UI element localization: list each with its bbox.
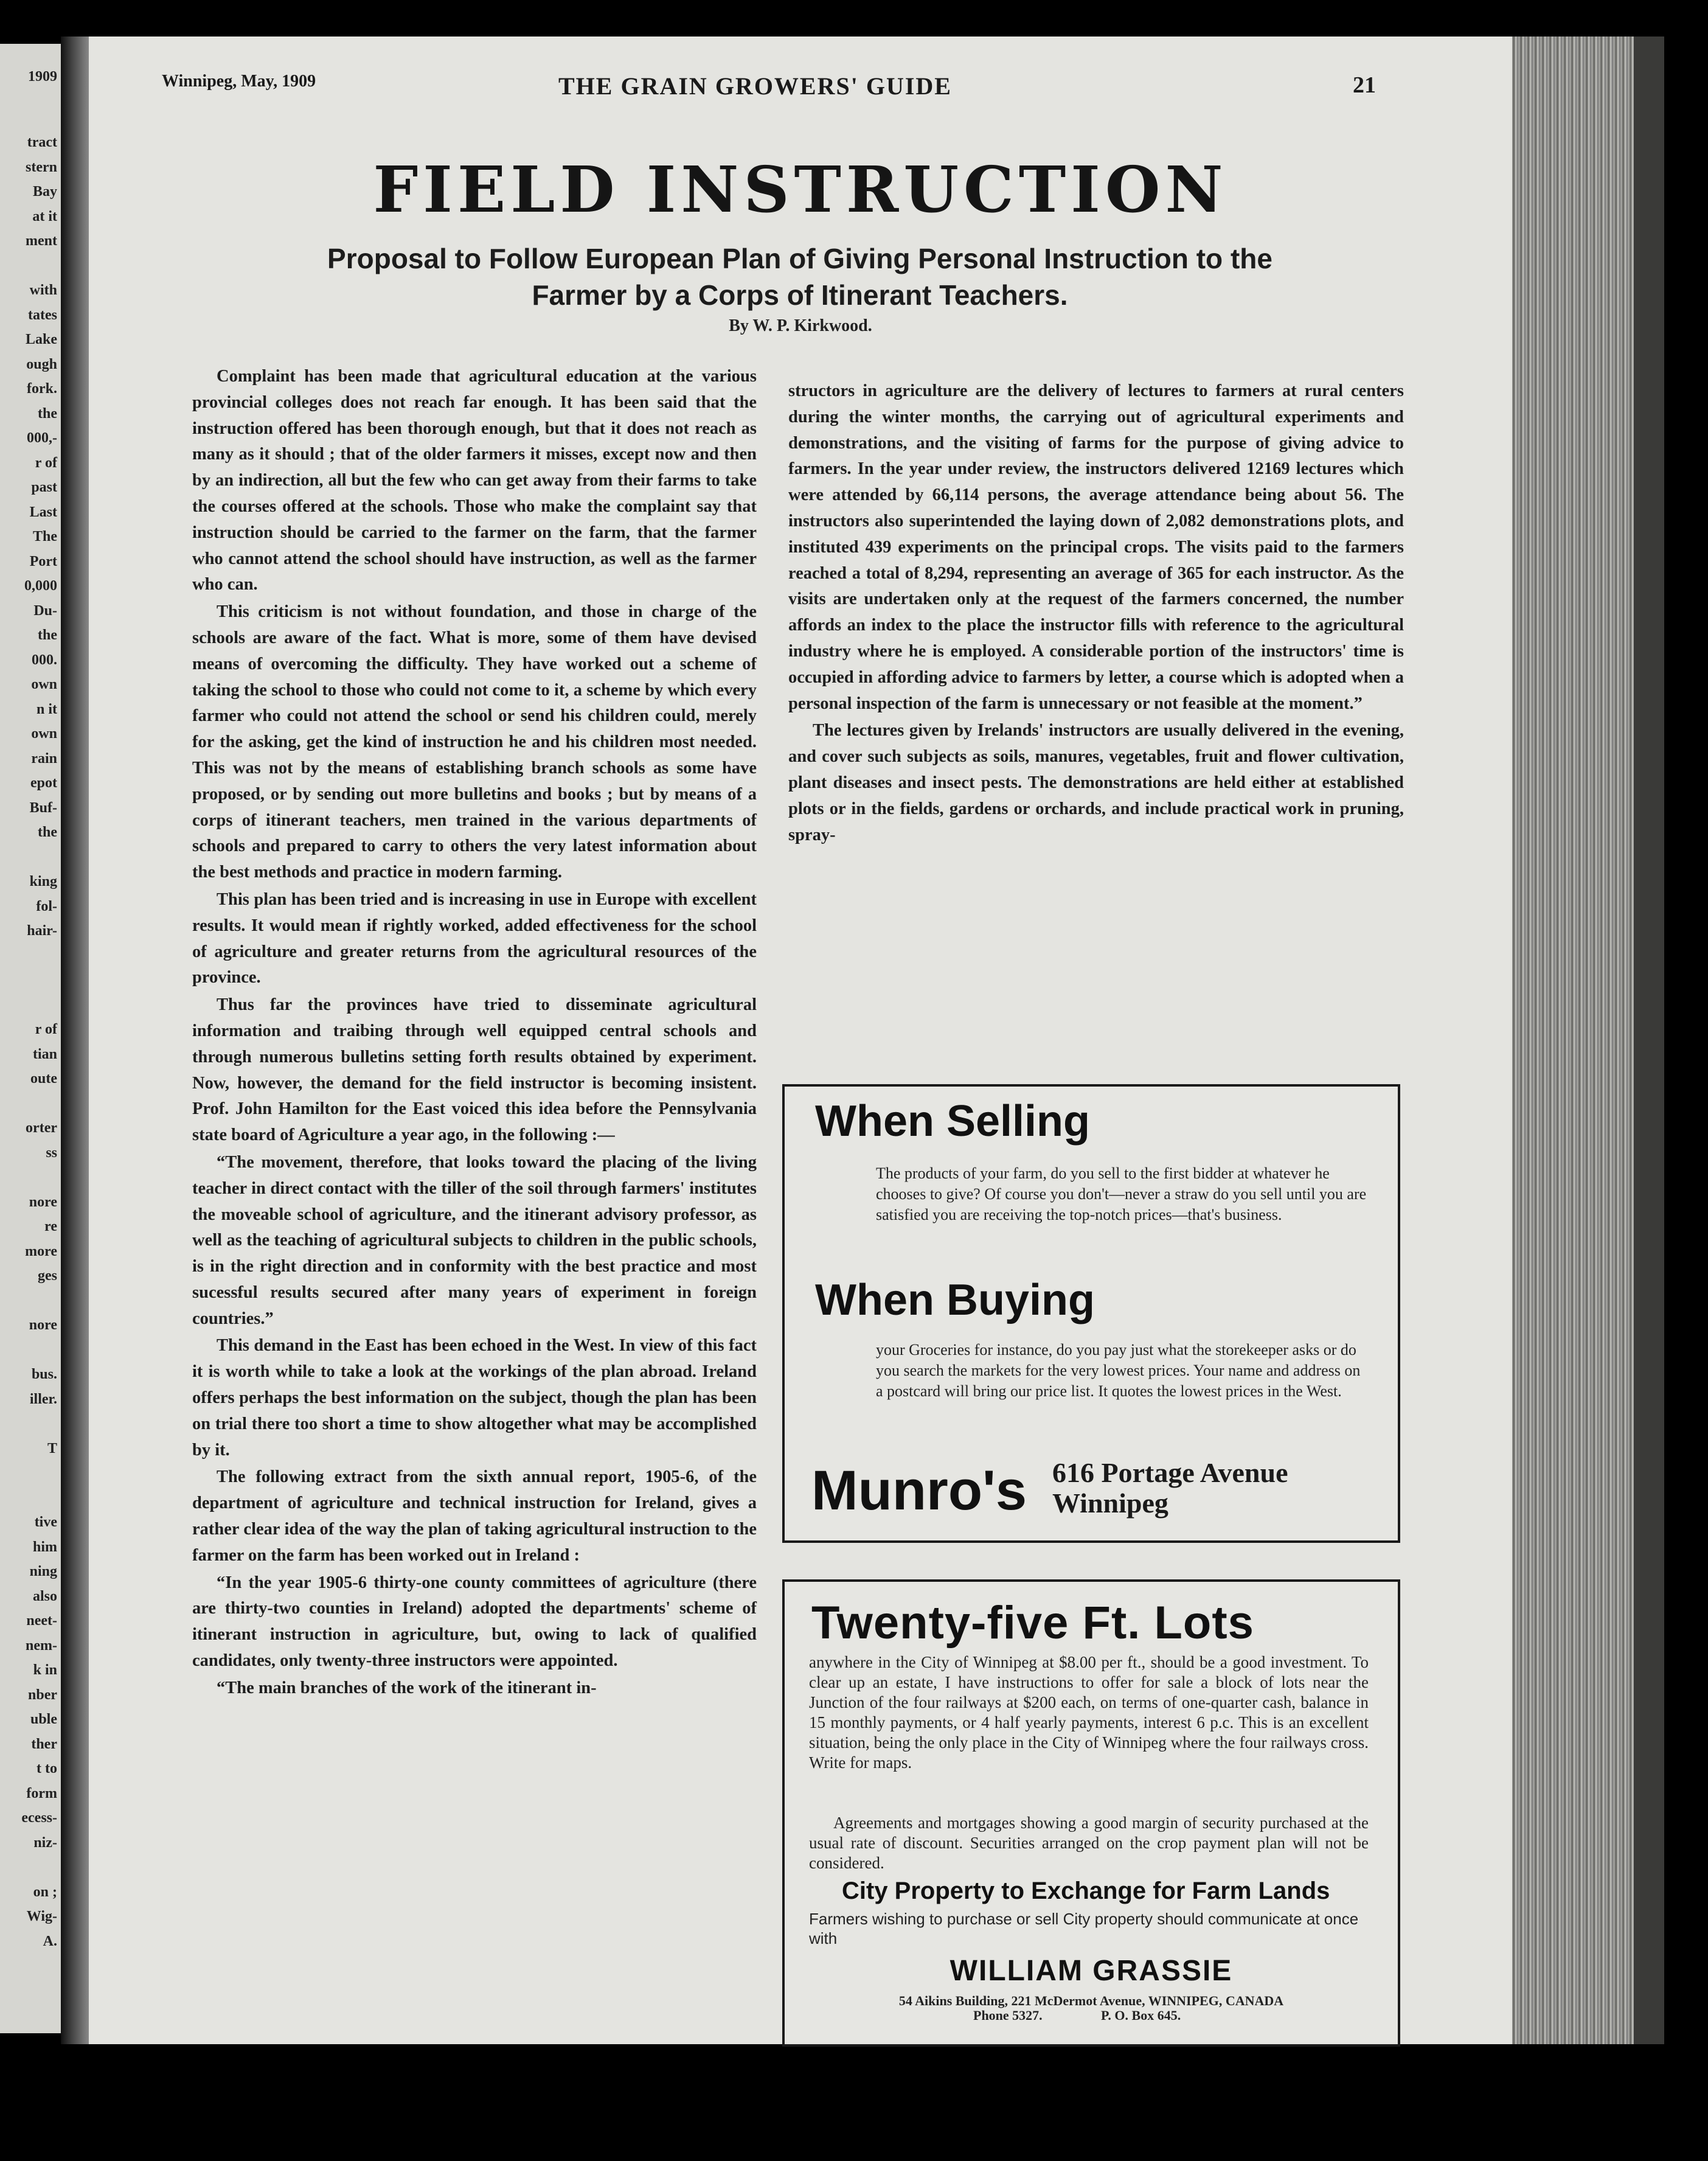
neighbor-page-line: tates	[28, 307, 57, 323]
paragraph: “In the year 1905-6 thirty-one county committees of agriculture (there are thirty-two counties in Ireland) adopted the departments' scheme of itinerant instruction in agriculture, but, owing to lack of qualified candidates, only twenty-three instructors were appointed.	[192, 1573, 757, 1671]
paragraph: This criticism is not without foundation, and those in charge of the schools are aware of the fact. What is more, some of them have devised means of overcoming the difficulty. They have worked out a scheme of taking the school to those who could not come to it, a scheme by which every farmer who could not attend the school or send his children could, merely for the asking, get the kind of instruction he and his children most needed. This was not by the means of establishing branch schools as some have proposed, or by sending out more bulletins and books ; but by means of a corps of itinerant teachers, men trained in the various departments of schools and prepared to carry to others the very latest information about the best methods and practice in modern farming.	[192, 602, 757, 882]
paragraph: The following extract from the sixth annual report, 1905-6, of the department of agriculture and technical instruction for Ireland, gives a rather clear idea of the way the plan of taking agricultural instruction to the farmer on the farm has been worked out in Ireland :	[192, 1467, 757, 1565]
neighbor-page-line: Du-	[33, 602, 57, 619]
neighbor-page-line: the	[38, 824, 57, 840]
ad-body-agreements: Agreements and mortgages showing a good margin of security purchased at the usual rate of discount. Securities arranged on the crop payment plan will not be considered.	[809, 1814, 1369, 1872]
article-subtitle-line1: Proposal to Follow European Plan of Giving Personal Instruction to the	[327, 243, 1272, 274]
neighbor-page-edge	[0, 44, 61, 2033]
paragraph: This demand in the East has been echoed in the West. In view of this fact it is worth while to take a look at the workings of the plan abroad. Ireland offers perhaps the best information on the subject, though the plan has been on trial there too short a time to show altogether what may be accomplished by it.	[192, 1336, 757, 1460]
neighbor-page-line: Last	[29, 504, 57, 520]
neighbor-page-line: ges	[38, 1268, 57, 1284]
neighbor-page-line: the	[38, 627, 57, 643]
byline: By W. P. Kirkwood.	[729, 316, 872, 335]
neighbor-page-line: 0,000	[24, 578, 57, 594]
page-number: 21	[1353, 72, 1376, 98]
advertisement-grassie	[782, 1579, 1400, 2047]
ad-store-name: Munro's	[811, 1460, 1027, 1522]
neighbor-page-line: fork.	[27, 381, 57, 397]
advertisement-munros	[782, 1084, 1400, 1543]
neighbor-page-line: The	[32, 529, 57, 545]
neighbor-page-line: T	[47, 1440, 57, 1456]
ad-agent-phone: Phone 5327.	[973, 2008, 1043, 2023]
neighbor-page-line: ther	[31, 1736, 57, 1752]
neighbor-page-line: Wig-	[26, 1909, 57, 1924]
ad-heading-buying: When Buying	[815, 1276, 1095, 1324]
ad-agent-name: WILLIAM GRASSIE	[949, 1955, 1233, 1987]
neighbor-page-line: 000,-	[27, 430, 57, 446]
article-title: FIELD INSTRUCTION	[373, 152, 1228, 227]
ad-body-selling: The products of your farm, do you sell to the first bidder at whatever he chooses to give? Of course you don't—never a straw do you sell until you are satisfied you are receiving the top-notch prices—that's business.	[876, 1164, 1367, 1223]
ad-address-line2: Winnipeg	[1052, 1488, 1168, 1519]
neighbor-page-line: r of	[35, 454, 57, 471]
neighbor-page-line: iller.	[29, 1391, 57, 1407]
neighbor-page-line: nore	[29, 1194, 57, 1210]
neighbor-page-line: rain	[31, 750, 57, 767]
page-stack-shadow	[1634, 37, 1664, 2044]
running-header-date: Winnipeg, May, 1909	[162, 72, 316, 91]
neighbor-page-line: also	[32, 1588, 57, 1604]
neighbor-page-line: ment	[26, 233, 57, 249]
paragraph: “The main branches of the work of the itinerant in-	[217, 1678, 597, 1697]
ad-agent-box: P. O. Box 645.	[1101, 2008, 1181, 2023]
running-header-title: THE GRAIN GROWERS' GUIDE	[558, 72, 952, 100]
neighbor-page-line: neet-	[26, 1613, 57, 1629]
neighbor-page-line: re	[44, 1219, 57, 1234]
neighbor-page-line: r of	[35, 1021, 57, 1037]
neighbor-page-line: own	[31, 726, 57, 742]
neighbor-page-line: n it	[36, 701, 57, 717]
neighbor-page-line: A.	[43, 1933, 57, 1949]
ad-body-farmers: Farmers wishing to purchase or sell City property should communicate at once with	[809, 1910, 1359, 1947]
neighbor-page-line: bus.	[31, 1366, 57, 1382]
ad-body-buying: your Groceries for instance, do you pay just what the storekeeper asks or do you search the markets for the very lowest prices. Your name and address on a postcard will bring our price list. It quotes the lowest prices in the West.	[876, 1341, 1361, 1400]
paragraph: This plan has been tried and is increasing in use in Europe with excellent results. It would mean if rightly worked, added effectiveness for the school of agriculture and greater returns from the agricultural resources of the province.	[192, 889, 757, 987]
paragraph: Thus far the provinces have tried to disseminate agricultural information and traibing through well equipped central schools and through numerous bulletins setting forth results obtained by experiment. Now, however, the demand for the field instructor is becoming insistent. Prof. John Hamilton for the East voiced this idea before the Pennsylvania state board of Agriculture a year ago, in the following :—	[192, 995, 757, 1145]
ad-address-line1: 616 Portage Avenue	[1052, 1457, 1288, 1488]
ad-heading-selling: When Selling	[815, 1097, 1091, 1146]
neighbor-page-line: ough	[26, 356, 57, 372]
neighbor-page-line: the	[38, 405, 57, 422]
article-column-right	[788, 378, 1404, 849]
neighbor-page-line: Buf-	[29, 799, 57, 816]
neighbor-page-line: own	[31, 677, 57, 692]
book-gutter	[61, 37, 89, 2044]
neighbor-page-header: 1909	[28, 69, 57, 85]
neighbor-page-line: nber	[28, 1686, 57, 1703]
neighbor-page-line: tive	[34, 1514, 57, 1530]
neighbor-page-line: tian	[32, 1046, 57, 1062]
neighbor-page-line: orter	[26, 1120, 57, 1136]
neighbor-page-line: past	[31, 479, 57, 495]
neighbor-page-line: ning	[29, 1564, 57, 1579]
ad-subheading-exchange: City Property to Exchange for Farm Lands	[842, 1877, 1330, 1904]
page-stack-edge	[1512, 37, 1634, 2044]
neighbor-page-line: him	[32, 1539, 57, 1555]
paragraph: The lectures given by Irelands' instructors are usually delivered in the evening, and cover such subjects as soils, manures, vegetables, fruit and flower cultivation, plant diseases and insect pests. The demonstrations are held either at established plots or in the fields, gardens or orchards, and include practical work in pruning, spray-	[788, 721, 1404, 844]
neighbor-page-line: nore	[29, 1317, 57, 1333]
neighbor-page-line: 000.	[32, 652, 57, 668]
neighbor-page-line: more	[25, 1243, 57, 1259]
paragraph: “The movement, therefore, that looks toward the placing of the living teacher in direct contact with the tiller of the soil through farmers' institutes the moveable school of agriculture, and the itinerant advisory professor, as well as the teaching of agricultural subjects to children in the public schools, is in the right direction and in conformity with the best practice and most sucessful results secured after many years of experiment in foreign countries.”	[192, 1152, 757, 1328]
neighbor-page-line: ss	[46, 1144, 57, 1161]
neighbor-page-line: uble	[30, 1711, 57, 1727]
ad-body-lots: anywhere in the City of Winnipeg at $8.00 per ft., should be a good investment. To clear up an estate, I have instructions to offer for sale a block of lots near the Junction of the four railways at $200 each, on terms of one-quarter cash, balance in 15 monthly payments, or 4 half yearly payments, interest 6 p.c. This is an excellent situation, being the only place in the City of Winnipeg where the four railways cross. Write for maps.	[809, 1653, 1369, 1772]
paragraph: structors in agriculture are the delivery of lectures to farmers at rural centers during the winter months, the carrying out of agricultural experiments and demonstrations, and the visiting of farms for the purpose of giving advice to farmers. In the year under review, the instructors delivered 12169 lectures which were attended by 66,114 persons, the average attendance being about 56. The instructors also superintended the laying down of 2,082 demonstrations plots, and instituted 439 experiments on the principal crops. The visits paid to the farmers reached a total of 8,294, representing an average of 365 for each instructor. As the visits are undertaken only at the request of the farmers concerned, the number affords an index to the place the instructor fills with reference to the agricultural industry where he is employed. A considerable portion of the instructors' time is occupied in affording advice to farmers by letter, a course which is adopted when a personal inspection of the farm is unnecessary or not feasible at the moment.”	[788, 381, 1404, 713]
neighbor-page-line: on ;	[33, 1884, 57, 1900]
neighbor-page-line: niz-	[33, 1834, 57, 1851]
neighbor-page-line: Port	[29, 553, 57, 569]
neighbor-page-line: k in	[33, 1662, 57, 1678]
ad-heading-lots: Twenty-five Ft. Lots	[811, 1597, 1254, 1649]
ad-agent-address: 54 Aikins Building, 221 McDermot Avenue, WINNIPEG, CANADA	[898, 1993, 1284, 2008]
article-column-left	[192, 364, 757, 1703]
neighbor-page-line: nem-	[26, 1637, 57, 1654]
neighbor-page-line: stern	[26, 159, 57, 175]
neighbor-page-line: with	[29, 282, 57, 298]
article-subtitle-line2: Farmer by a Corps of Itinerant Teachers.	[532, 279, 1068, 311]
paragraph: Complaint has been made that agricultural education at the various provincial colleges does not reach far enough. It has been said that the instruction offered has been thorough enough, but that it does not reach as many as it should ; that of the older farmers it misses, except now and then by an indirection, all but the few who can get away from their farms to take the courses offered at the schools. Those who make the complaint say that instruction should be carried to the farmer on the farm, that the farmer who cannot attend the school should have instruction, as well as the farmer who can.	[192, 367, 757, 594]
neighbor-page-line: hair-	[27, 923, 57, 939]
neighbor-page-line: tract	[27, 134, 57, 150]
neighbor-page-line: epot	[30, 775, 57, 791]
neighbor-page-line: ecess-	[21, 1810, 57, 1826]
neighbor-page-line: king	[29, 874, 57, 889]
neighbor-page-line: Bay	[32, 184, 57, 200]
neighbor-page-line: Lake	[25, 332, 57, 347]
neighbor-page-line: at it	[32, 208, 57, 224]
neighbor-page-line: form	[26, 1785, 57, 1801]
neighbor-page-line: oute	[30, 1071, 57, 1087]
neighbor-page-line: fol-	[36, 898, 57, 914]
neighbor-page-line: t to	[36, 1761, 57, 1776]
